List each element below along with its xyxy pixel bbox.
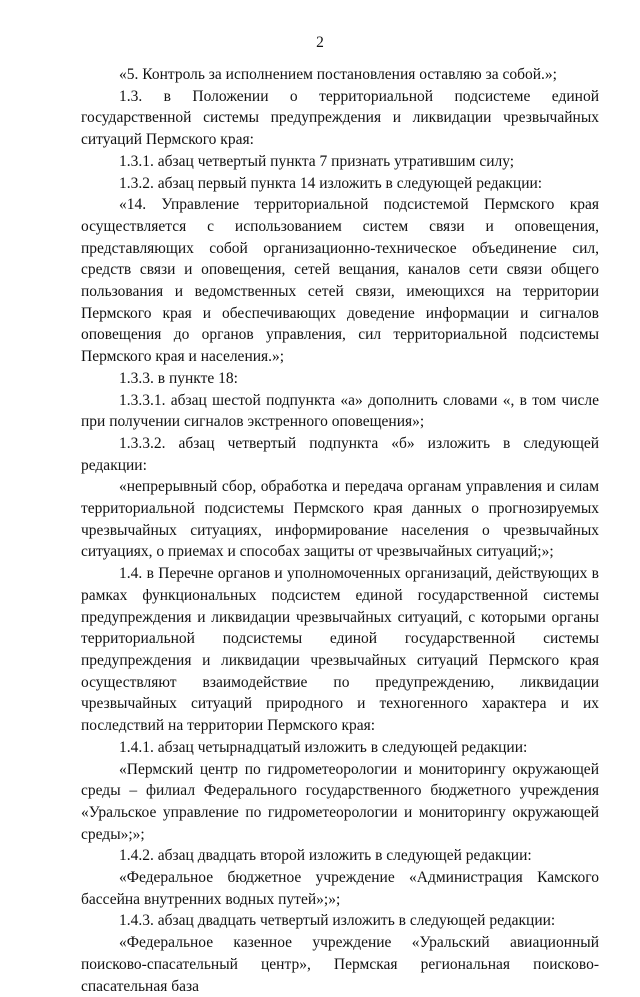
paragraph: «5. Контроль за исполнением постановления оставляю за собой.»; bbox=[119, 66, 557, 83]
paragraph: 1.3.2. абзац первый пункта 14 изложить в следующей редакции: bbox=[119, 174, 543, 192]
paragraph: 1.4.3. абзац двадцать четвертый изложить в следующей редакции: bbox=[119, 912, 556, 930]
page-number: 2 bbox=[316, 34, 324, 51]
paragraph: 1.3.3. в пункте 18: bbox=[119, 369, 238, 387]
paragraph: «Федеральное бюджетное учреждение «Администрация Камского бассейна внутренних водных путей»;»; bbox=[81, 869, 599, 908]
paragraph: «14. Управление территориальной подсистемой Пермского края осуществляется с использованием систем связи и оповещения, представляющих собой организационно-техническое объединение сил, средств связи и оповещения, сетей вещания, каналов сети связи общего пользования и ведомственных сетей связи, имеющихся на территории Пермского края и обеспечивающих доведение информации и сигналов оповещения до органов управления, сил территориальной подсистемы Пермского края и населения.»; bbox=[81, 196, 599, 366]
paragraph: 1.3.1. абзац четвертый пункта 7 признать утратившим силу; bbox=[119, 152, 515, 170]
paragraph: «непрерывный сбор, обработка и передача органам управления и силам территориальной подсистемы Пермского края данных о прогнозируемых чрезвычайных ситуациях, информирование населения о чрезвычайных ситуациях, о приемах и способах защиты от чрезвычайных ситуаций;»; bbox=[81, 478, 599, 561]
paragraph: 1.3.3.2. абзац четвертый подпункта «б» изложить в следующей редакции: bbox=[81, 434, 599, 474]
paragraph: «Федеральное казенное учреждение «Уральский авиационный поисково-спасательный центр», Пермская региональная поисково-спасательная база bbox=[81, 934, 599, 995]
paragraph: 1.3.3.1. абзац шестой подпункта «а» дополнить словами «, в том числе при получении сигналов экстренного оповещения»; bbox=[81, 391, 599, 431]
paragraph: 1.4.2. абзац двадцать второй изложить в следующей редакции: bbox=[119, 847, 532, 865]
paragraph: «Пермский центр по гидрометеорологии и мониторингу окружающей среды – филиал Федерального государственного бюджетного учреждения «Уральское управление по гидрометеорологии и мониторингу окружающей среды»;»; bbox=[81, 760, 599, 843]
paragraph: 1.4. в Перечне органов и уполномоченных организаций, действующих в рамках функциональных подсистем единой государственной системы предупреждения и ликвидации чрезвычайных ситуаций, с которыми органы территориальной подсистемы единой государственной системы предупреждения и ликвидации чрезвычайных ситуаций Пермского края осуществляют взаимодействие по предупреждению, ликвидации чрезвычайных ситуаций природного и техногенного характера и их последствий на территории Пермского края: bbox=[81, 565, 599, 735]
paragraph: 1.4.1. абзац четырнадцатый изложить в следующей редакции: bbox=[119, 738, 528, 756]
document-body bbox=[81, 64, 599, 997]
paragraph: 1.3. в Положении о территориальной подсистеме единой государственной системы предупреждения и ликвидации чрезвычайных ситуаций Пермского края: bbox=[81, 87, 599, 149]
